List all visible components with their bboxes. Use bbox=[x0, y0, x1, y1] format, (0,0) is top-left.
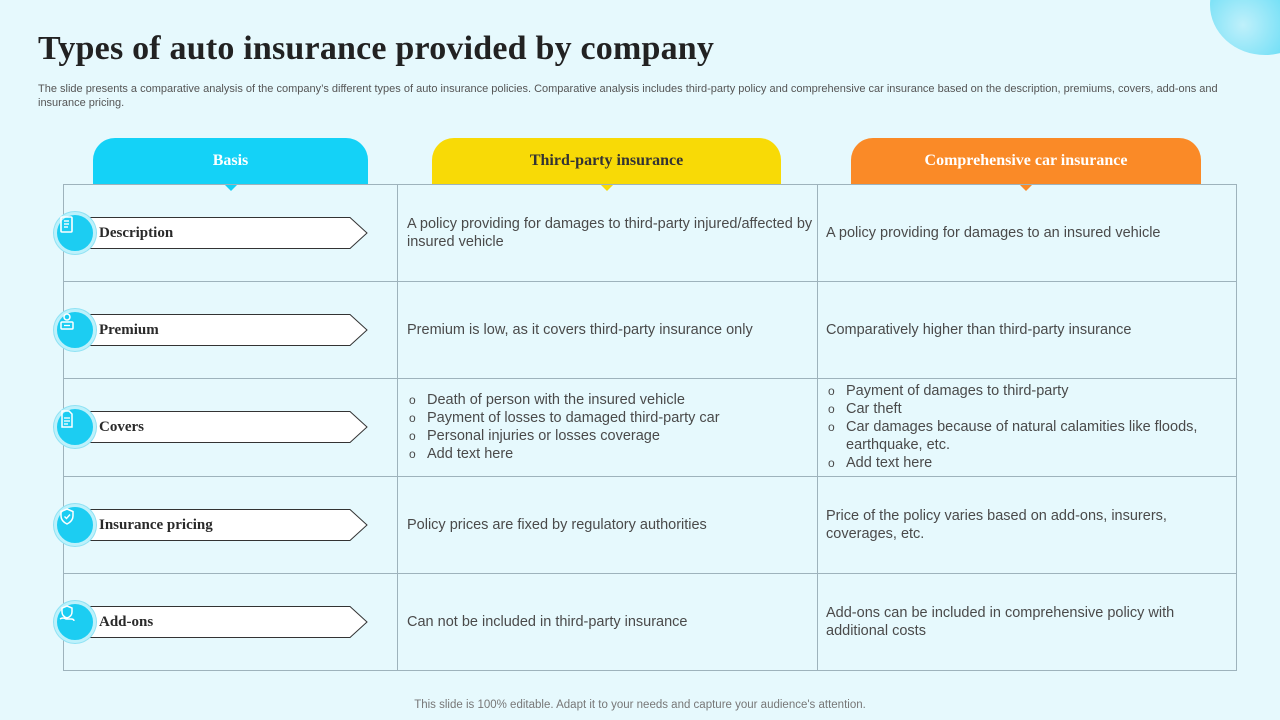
list-item: o Add text here bbox=[826, 454, 1231, 472]
protection-icon bbox=[54, 601, 96, 643]
header-basis-label: Basis bbox=[212, 152, 249, 169]
comprehensive-cell: Add-ons can be included in comprehensive policy with additional costs bbox=[826, 604, 1175, 639]
third-party-cell bbox=[407, 378, 817, 475]
header-third-party bbox=[432, 138, 781, 184]
page-subtitle: The slide presents a comparative analysis of the company’s different types of auto insurance policies. Comparative analysis includes third-party policy and comprehensive car insurance based on the description, premiums, covers, add-ons and insurance pricing. bbox=[38, 83, 1218, 109]
basis-tag-premium bbox=[75, 314, 368, 346]
header-comprehensive bbox=[851, 138, 1201, 184]
basis-label: Insurance pricing bbox=[99, 517, 213, 533]
list-item: o Car damages because of natural calamities like floods, earthquake, etc. bbox=[826, 418, 1231, 454]
basis-tag-description bbox=[75, 217, 368, 249]
list-item: o Payment of losses to damaged third-party car bbox=[407, 409, 720, 427]
table-row-covers bbox=[63, 378, 1237, 475]
covers-list bbox=[826, 382, 1231, 472]
table-row-add-ons bbox=[63, 573, 1237, 670]
comprehensive-cell: Price of the policy varies based on add-ons, insurers, coverages, etc. bbox=[826, 507, 1167, 542]
list-item: o Death of person with the insured vehicle bbox=[407, 391, 720, 409]
table-row-insurance-pricing bbox=[63, 476, 1237, 573]
table-row-premium bbox=[63, 281, 1237, 378]
basis-label: Add-ons bbox=[99, 614, 154, 630]
basis-label: Description bbox=[99, 225, 174, 241]
basis-tag-insurance-pricing bbox=[75, 509, 368, 541]
premium-icon bbox=[54, 309, 96, 351]
header-third-party-label: Third-party insurance bbox=[529, 152, 684, 169]
list-item: o Personal injuries or losses coverage bbox=[407, 427, 720, 445]
header-basis bbox=[93, 138, 368, 184]
basis-tag-covers bbox=[75, 411, 368, 443]
basis-tag-add-ons bbox=[75, 606, 368, 638]
basis-label: Premium bbox=[99, 322, 159, 338]
shield-hand-icon bbox=[54, 504, 96, 546]
third-party-cell: Premium is low, as it covers third-party insurance only bbox=[407, 321, 753, 338]
list-item: o Payment of damages to third-party bbox=[826, 382, 1231, 400]
policy-document-icon bbox=[54, 406, 96, 448]
table-row-description bbox=[63, 184, 1237, 281]
third-party-cell: A policy providing for damages to third-party injured/affected by insured vehicle bbox=[407, 215, 813, 250]
comprehensive-cell bbox=[826, 378, 1231, 475]
corner-decoration bbox=[1210, 0, 1280, 55]
covers-list bbox=[407, 391, 720, 463]
page-title: Types of auto insurance provided by company bbox=[38, 30, 715, 67]
document-icon bbox=[54, 212, 96, 254]
comprehensive-cell: Comparatively higher than third-party insurance bbox=[826, 321, 1132, 338]
footer-note: This slide is 100% editable. Adapt it to your needs and capture your audience's attention. bbox=[414, 699, 866, 711]
comprehensive-cell: A policy providing for damages to an insured vehicle bbox=[826, 224, 1161, 241]
basis-label: Covers bbox=[99, 419, 144, 435]
header-comprehensive-label: Comprehensive car insurance bbox=[924, 152, 1128, 169]
list-item: o Add text here bbox=[407, 445, 720, 463]
list-item: o Car theft bbox=[826, 400, 1231, 418]
third-party-cell: Policy prices are fixed by regulatory authorities bbox=[407, 516, 707, 533]
third-party-cell: Can not be included in third-party insurance bbox=[407, 613, 688, 630]
